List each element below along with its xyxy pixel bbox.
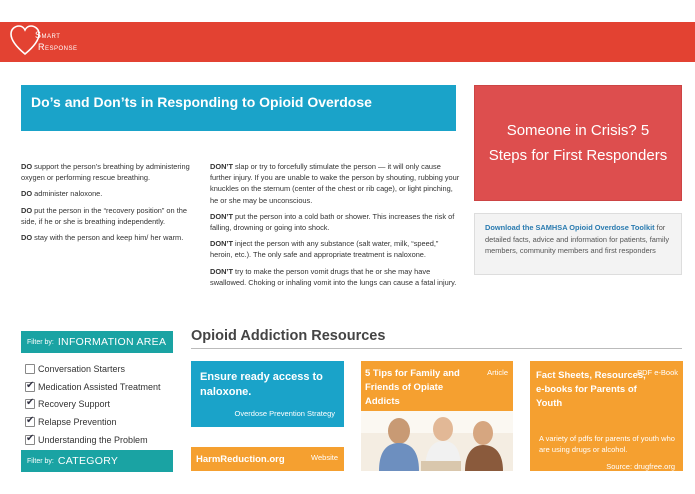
- checkbox-checked[interactable]: [25, 435, 35, 445]
- filter-by-label: Filter by:: [27, 338, 54, 346]
- filter-option[interactable]: [25, 431, 175, 449]
- checkbox-checked[interactable]: [25, 399, 35, 409]
- toolkit-panel: [474, 213, 682, 275]
- toolkit-description: for detailed facts, advice and information for patients, family members, community members and first responders: [485, 223, 670, 256]
- resource-card-naloxone[interactable]: [191, 361, 344, 427]
- donts-column: [210, 161, 460, 293]
- filter-category-header[interactable]: [21, 450, 173, 472]
- do-item: DO put the person in the “recovery position” on the side, if he or she is breathing independently.: [21, 205, 187, 226]
- logo-line-1: Smart: [35, 30, 61, 40]
- dos-column: [21, 161, 193, 248]
- dont-item: DON’T put the person into a cold bath or shower. This increases the risk of falling, drowning or going into shock.: [210, 211, 455, 233]
- checkbox-checked[interactable]: [25, 417, 35, 427]
- dont-item: DON’T slap or try to forcefully stimulate the person — it will only cause further injury. If you are unable to wake the person by shouting, rubbing your knuckles on the sternum (center of the chest or rib cage), or light pinching, he or she may be unconscious.: [210, 162, 460, 205]
- filter-title: INFORMATION AREA: [57, 336, 167, 348]
- card-title: Fact Sheets, Resources, e-books for Parents of Youth: [536, 370, 646, 409]
- card-type-tag: PDF e-Book: [637, 368, 678, 377]
- do-item: DO support the person’s breathing by administering oxygen or performing rescue breathing.: [21, 162, 190, 183]
- card-subtitle: Overdose Prevention Strategy: [234, 409, 335, 418]
- filter-option[interactable]: [25, 413, 175, 431]
- toolkit-download-link[interactable]: Download the SAMHSA Opioid Overdose Toolkit: [485, 223, 655, 232]
- do-item: DO stay with the person and keep him/ her warm.: [21, 233, 184, 243]
- card-source: Source: drugfree.org: [606, 462, 675, 471]
- resource-card-harmreduction[interactable]: [191, 447, 344, 471]
- filter-option[interactable]: [25, 378, 175, 396]
- filter-option[interactable]: [25, 396, 175, 414]
- filter-information-area-header[interactable]: [21, 331, 173, 353]
- logo-line-2: Response: [38, 42, 78, 52]
- card-title: 5 Tips for Family and Friends of Opiate Addicts: [365, 368, 460, 407]
- page-title: Do’s and Don’ts in Responding to Opioid Overdose: [31, 94, 372, 110]
- family-photo: [361, 411, 513, 471]
- crisis-text: Someone in Crisis? 5 Steps for First Responders: [488, 122, 668, 164]
- crisis-steps-button[interactable]: [474, 85, 682, 201]
- information-area-filter-list: [25, 360, 175, 449]
- filter-option-label: Understanding the Problem: [38, 435, 148, 446]
- card-type-tag: Article: [487, 368, 508, 377]
- resources-heading: Opioid Addiction Resources: [191, 328, 386, 344]
- checkbox[interactable]: [25, 364, 35, 374]
- card-title: Ensure ready access to naloxone.: [200, 371, 323, 398]
- card-title: HarmReduction.org: [196, 454, 285, 465]
- filter-option[interactable]: [25, 360, 175, 378]
- site-header: [0, 22, 695, 62]
- resource-card-factsheets[interactable]: [530, 361, 683, 471]
- smart-response-logo[interactable]: [10, 24, 100, 60]
- filter-option-label: Conversation Starters: [38, 363, 126, 374]
- filter-option-label: Recovery Support: [38, 399, 111, 410]
- filter-option-label: Medication Assisted Treatment: [38, 381, 161, 392]
- card-type-tag: Website: [311, 453, 338, 462]
- resource-card-tips[interactable]: [361, 361, 513, 471]
- do-item: DO administer naloxone.: [21, 189, 103, 199]
- top-whitespace: [0, 0, 695, 22]
- dont-item: DON’T try to make the person vomit drugs that he or she may have swallowed. Choking or inhaling vomit into the lungs can cause a fatal injury.: [210, 266, 457, 287]
- checkbox-checked[interactable]: [25, 382, 35, 392]
- filter-title: CATEGORY: [57, 455, 119, 467]
- filter-by-label: Filter by:: [27, 457, 54, 465]
- card-description: A variety of pdfs for parents of youth who are using drugs or alcohol.: [539, 434, 675, 454]
- divider: [191, 348, 682, 349]
- dont-item: DON’T inject the person with any substance (salt water, milk, “speed,” heroin, etc.). The only safe and appropriate treatment is naloxone.: [210, 239, 439, 260]
- dos-donts-banner: [21, 85, 456, 131]
- filter-option-label: Relapse Prevention: [38, 417, 117, 428]
